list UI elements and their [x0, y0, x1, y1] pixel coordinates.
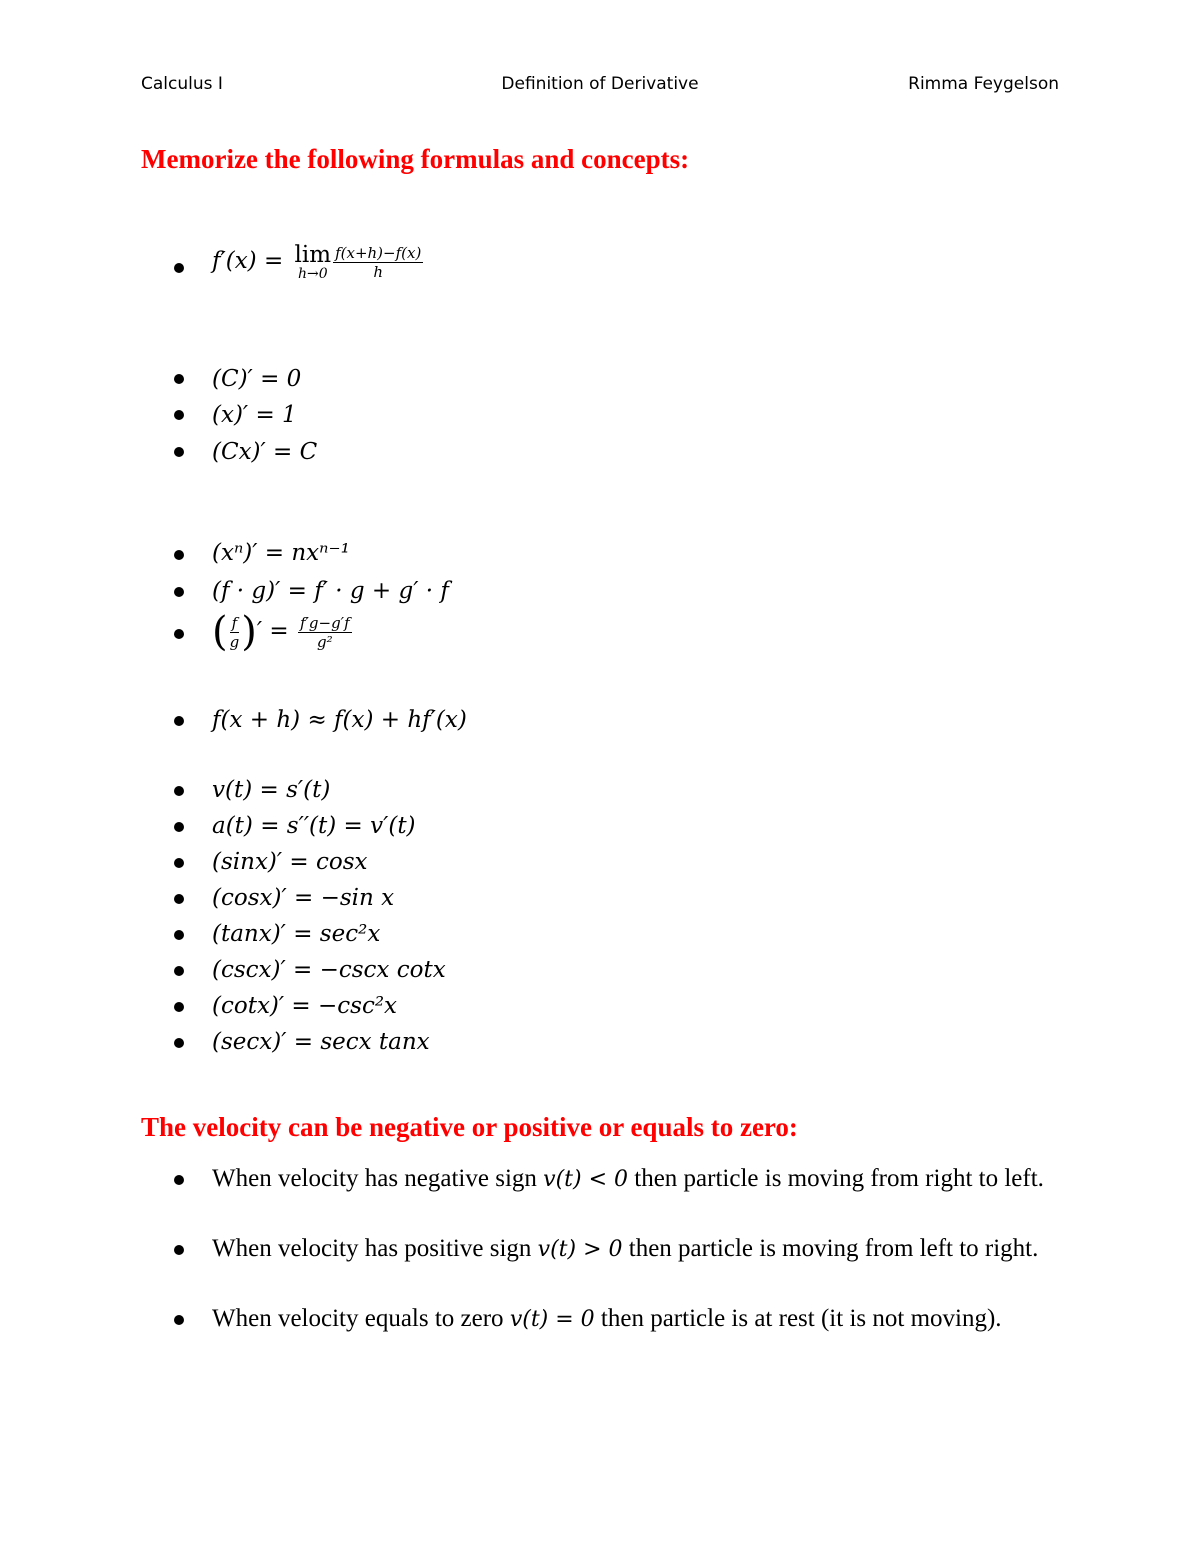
header-author: Rimma Feygelson — [908, 74, 1059, 94]
bullet-icon — [174, 1038, 184, 1048]
fraction-numerator: f(x+h)−f(x) — [335, 243, 422, 262]
bullet-icon — [174, 1175, 184, 1185]
formula-sec: (secx)′ = secx tanx — [212, 1029, 430, 1055]
item-text: When velocity has positive sign — [212, 1235, 538, 1262]
right-paren-icon: ) — [241, 609, 257, 655]
header-course: Calculus I — [141, 74, 223, 94]
item-text: When velocity equals to zero — [212, 1305, 510, 1332]
item-math: v(t) > 0 — [537, 1237, 623, 1262]
velocity-positive-item — [212, 1232, 1072, 1267]
formula-constant-multiple: (Cx)′ = C — [212, 439, 318, 465]
section-heading-formulas: Memorize the following formulas and concepts: — [141, 144, 690, 174]
lim-subscript: h→0 — [297, 266, 328, 282]
prime-equals: ′ = — [256, 618, 296, 644]
formula-product-rule: (f · g)′ = f′ · g + g′ · f — [212, 578, 449, 604]
bullet-icon — [174, 786, 184, 796]
bullet-icon — [174, 1245, 184, 1255]
item-math: v(t) = 0 — [509, 1307, 595, 1332]
item-math: v(t) < 0 — [543, 1167, 629, 1192]
section-heading-velocity: The velocity can be negative or positive or equals to zero: — [141, 1112, 798, 1142]
item-text: then particle is at rest (it is not moving). — [594, 1305, 1002, 1332]
formula-lhs: f′(x) = — [212, 248, 291, 274]
bullet-icon — [174, 410, 184, 420]
formula-velocity: v(t) = s′(t) — [212, 777, 331, 803]
bullet-icon — [174, 858, 184, 868]
item-text: then particle is moving from left to right. — [622, 1235, 1039, 1262]
inner-fraction — [230, 614, 240, 651]
formula-power-rule: (xⁿ)′ = nxⁿ⁻¹ — [212, 540, 350, 566]
bullet-icon — [174, 550, 184, 560]
limit-operator — [295, 243, 332, 281]
formula-cot: (cotx)′ = −csc²x — [212, 993, 398, 1019]
velocity-negative-item — [212, 1162, 1072, 1197]
bullet-icon — [174, 822, 184, 832]
formula-identity: (x)′ = 1 — [212, 402, 297, 428]
formula-tan: (tanx)′ = sec²x — [212, 921, 381, 947]
lim-word: lim — [294, 242, 332, 268]
velocity-zero-item — [212, 1302, 1072, 1337]
formula-quotient-rule — [212, 609, 354, 655]
formula-limit-definition — [212, 243, 425, 281]
item-text: then particle is moving from right to left. — [628, 1165, 1044, 1192]
formula-csc: (cscx)′ = −cscx cotx — [212, 957, 446, 983]
formula-constant: (C)′ = 0 — [212, 366, 302, 392]
inner-numerator: f — [230, 614, 240, 633]
bullet-icon — [174, 1002, 184, 1012]
fraction-denominator: h — [373, 262, 384, 281]
fraction — [333, 244, 423, 281]
bullet-icon — [174, 263, 184, 273]
bullet-icon — [174, 1315, 184, 1325]
bullet-icon — [174, 894, 184, 904]
bullet-icon — [174, 930, 184, 940]
quotient-numerator: f′g−g′f — [299, 613, 350, 632]
bullet-icon — [174, 966, 184, 976]
header-topic: Definition of Derivative — [501, 74, 699, 94]
item-text: When velocity has negative sign — [212, 1165, 544, 1192]
quotient-denominator: g² — [316, 632, 333, 651]
left-paren-icon: ( — [212, 609, 228, 655]
bullet-icon — [174, 587, 184, 597]
formula-cos: (cosx)′ = −sin x — [212, 885, 395, 911]
quotient-fraction — [298, 614, 352, 651]
bullet-icon — [174, 374, 184, 384]
formula-linear-approximation: f(x + h) ≈ f(x) + hf′(x) — [212, 707, 467, 733]
bullet-icon — [174, 447, 184, 457]
inner-denominator: g — [229, 632, 240, 651]
formula-sin: (sinx)′ = cosx — [212, 849, 368, 875]
formula-acceleration: a(t) = s′′(t) = v′(t) — [212, 813, 416, 839]
bullet-icon — [174, 716, 184, 726]
bullet-icon — [174, 629, 184, 639]
